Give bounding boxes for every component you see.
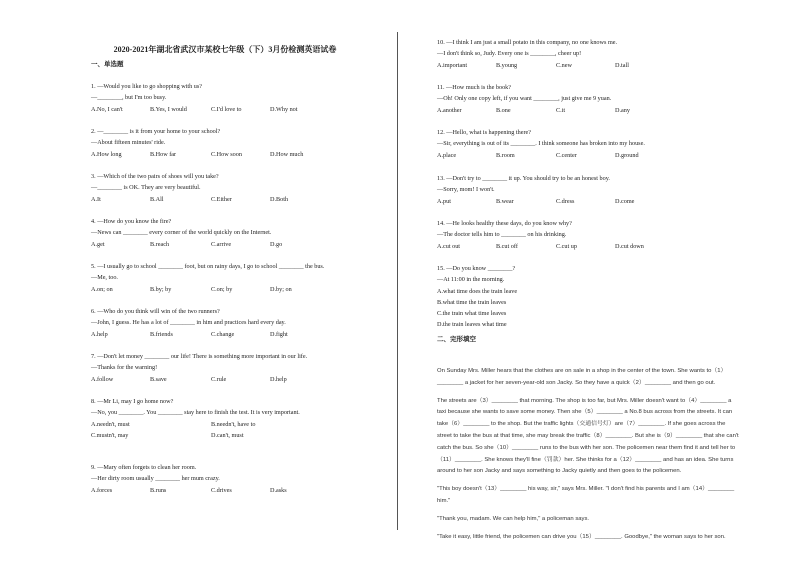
section-heading-cloze: 二、完形填空	[437, 336, 476, 343]
question-10	[437, 37, 629, 71]
question-line: —About fifteen minutes' ride.	[91, 139, 166, 147]
option-a[interactable]: A.get	[91, 240, 105, 248]
option-a[interactable]: A.No, I can't	[91, 105, 123, 113]
option-row	[437, 105, 630, 116]
option-a[interactable]: A.cut out	[437, 242, 461, 250]
question-15	[437, 263, 517, 331]
question-9	[91, 462, 287, 496]
question-line: 7. —Don't let money ________ our life! There is something more important in our life.	[91, 353, 308, 360]
option-d[interactable]: D.tall	[615, 61, 629, 69]
question-line: 1. —Would you like to go shopping with us?	[91, 83, 203, 90]
question-6	[91, 306, 286, 340]
question-line: 11. —How much is the book?	[437, 84, 512, 91]
question-1	[91, 81, 298, 115]
passage-line: "Thank you, madam. We can help him," a policeman says.	[437, 515, 590, 522]
option-b[interactable]: B.room	[496, 151, 515, 159]
option-c[interactable]: C.rule	[211, 375, 227, 383]
option-row	[91, 194, 289, 205]
question-14	[437, 218, 644, 252]
option-b[interactable]: B.All	[150, 195, 164, 203]
cloze-passage	[437, 366, 767, 543]
option-row	[437, 241, 644, 252]
option-d[interactable]: D.come	[615, 197, 635, 205]
question-line: —No, you ________. You ________ stay here to finish the test. It is very important.	[91, 409, 300, 417]
option-c[interactable]: C.dress	[556, 197, 575, 205]
passage-line: take（6）________ to the shop. But the traffic lights（交通信号灯）are（7）________. If she goes across the	[437, 421, 726, 428]
option-a[interactable]: A.another	[437, 106, 462, 114]
option-c[interactable]: C.the train what time leaves	[437, 310, 507, 318]
option-row	[91, 104, 298, 115]
option-row	[437, 150, 645, 161]
option-a[interactable]: A.place	[437, 151, 457, 159]
passage-line: street to take the bus at that time, she may break the traffic（8）________. But she is（9）________ that she can't	[437, 432, 739, 439]
passage-line: around to her son Jacky and says something to Jacky quietly and then goes to the policemen.	[437, 468, 682, 475]
option-row	[437, 60, 629, 71]
question-12	[437, 127, 645, 161]
option-row	[91, 430, 300, 441]
option-c[interactable]: C.cut up	[556, 242, 577, 250]
option-c[interactable]: C.Either	[211, 195, 232, 203]
option-c[interactable]: C.drives	[211, 486, 232, 494]
question-11	[437, 82, 630, 116]
question-line: 10. —I think I am just a small potato in this company, no one knows me.	[437, 39, 618, 46]
page-title: 2020-2021年湖北省武汉市某校七年级（下）3月份检测英语试卷	[113, 45, 337, 54]
question-line: 2. —________ is it from your home to your school?	[91, 128, 221, 135]
question-line: —Me, too.	[91, 274, 118, 282]
question-5	[91, 261, 324, 295]
question-line: 5. —I usually go to school ________ foot, but on rainy days, I go to school ________ the bus.	[91, 263, 325, 270]
option-row	[91, 485, 287, 496]
option-a[interactable]: A.follow	[91, 375, 114, 383]
option-row	[91, 374, 307, 385]
option-c[interactable]: C.How soon	[211, 150, 242, 158]
question-line: —________ is OK. They are very beautiful.	[91, 184, 201, 192]
question-13	[437, 173, 635, 207]
question-line: 6. —Who do you think will win of the two runners?	[91, 308, 220, 315]
option-b[interactable]: B.needn't, have to	[211, 420, 256, 428]
option-row	[91, 419, 300, 430]
option-b[interactable]: B.How far	[150, 150, 177, 158]
question-line: —Thanks for the warning!	[91, 364, 158, 372]
passage-line: "Take it easy, little friend, the policemen can drive you（15）________. Goodbye," the woman says to her son.	[437, 533, 726, 540]
option-row	[91, 239, 283, 250]
question-line: 15. —Do you know ________?	[437, 265, 516, 272]
question-line: —I don't think so, Judy. Every one is ________, cheer up!	[437, 50, 582, 58]
option-c[interactable]: C.change	[211, 330, 235, 338]
option-b[interactable]: B.one	[496, 106, 511, 114]
option-d[interactable]: D.cut down	[615, 242, 644, 250]
option-b[interactable]: B.young	[496, 61, 518, 69]
option-b[interactable]: B.friends	[150, 330, 173, 338]
option-c[interactable]: C.center	[556, 151, 577, 159]
option-row	[91, 284, 324, 295]
option-d[interactable]: D.fight	[270, 330, 288, 338]
option-d[interactable]: D.Both	[270, 195, 289, 203]
question-line: 4. —How do you know the fire?	[91, 218, 172, 225]
passage-line: ________ a jacket for her seven-year-old son Jacky. So they have a quick（2）________ and then go out.	[437, 379, 716, 386]
question-line: 14. —He looks healthy these days, do you know why?	[437, 220, 572, 227]
option-a[interactable]: A.what time does the train leave	[437, 287, 518, 295]
question-line: 3. —Which of the two pairs of shoes will you take?	[91, 173, 219, 180]
option-row	[91, 329, 286, 340]
question-7	[91, 351, 307, 385]
option-d[interactable]: D.help	[270, 375, 287, 383]
option-a[interactable]: A.help	[91, 330, 108, 338]
passage-line: taxi because she wants to save some money. Then she（5）________ a No.8 bus across from the streets. It can	[437, 409, 733, 416]
passage-line: The streets are（3）________ that morning. The shop is too far, but Mrs. Miller doesn't want to（4）________ a	[437, 397, 732, 404]
passage-line: him."	[437, 497, 451, 504]
question-line: —John, I guess. He has a lot of ________ in him and practices hard every day.	[91, 319, 286, 327]
option-c[interactable]: C.mustn't, may	[91, 431, 129, 439]
option-a[interactable]: A.How long	[91, 150, 122, 158]
question-line: —Her dirty room usually ________ her mum crazy.	[91, 475, 220, 483]
passage-line: On Sunday Mrs. Miller hears that the clothes are on sale in a shop in the center of the town. She wants to（1）	[437, 368, 727, 374]
question-line: —________, but I'm too busy.	[91, 94, 167, 102]
option-c[interactable]: C.new	[556, 61, 572, 69]
question-line: —Sorry, mom! I won't.	[437, 186, 495, 194]
question-line: 8. —Mr Li, may I go home now?	[91, 398, 174, 405]
passage-line: catch the bus. So she（10）________ runs to the bus with her son. The policemen near them find it and tell her to	[437, 444, 736, 451]
option-a[interactable]: A.It	[91, 195, 101, 203]
option-b[interactable]: B.by; by	[150, 285, 172, 293]
option-a[interactable]: A.put	[437, 197, 451, 205]
question-line: —Sir, everything is out of its ________. I think someone has broken into my house.	[437, 140, 645, 148]
question-line: 13. —Don't try to ________ it up. You should try to be an honest boy.	[437, 175, 610, 182]
question-line: —The doctor tells him to ________ on his drinking.	[437, 231, 567, 239]
option-d[interactable]: D.go	[270, 240, 283, 248]
option-b[interactable]: B.cut off	[496, 242, 518, 250]
column-divider	[397, 32, 398, 530]
question-2	[91, 126, 304, 160]
section-heading-single-choice: 一、单选题	[91, 61, 124, 68]
question-line: —News can ________ every corner of the world quickly on the Internet.	[91, 229, 272, 237]
passage-line: （11）________. She knows they'll fine（罚款）her. She thinks for a（12）________ and has an idea. She turns	[437, 456, 734, 463]
question-line: —Oh! Only one copy left, if you want ________, just give me 9 yuan.	[437, 95, 612, 103]
option-a[interactable]: A.on; on	[91, 285, 113, 293]
option-c[interactable]: C.arrive	[211, 240, 232, 248]
option-b[interactable]: B.save	[150, 375, 167, 383]
option-b[interactable]: B.runs	[150, 486, 167, 494]
question-3	[91, 171, 289, 205]
option-d[interactable]: D.How much	[270, 150, 304, 158]
question-line: —At 11:00 in the morning.	[437, 276, 505, 284]
question-line: 12. —Hello, what is happening there?	[437, 129, 531, 136]
option-a[interactable]: A.forces	[91, 486, 113, 494]
option-b[interactable]: B.Yes, I would	[150, 105, 187, 113]
option-d[interactable]: D.can't, must	[211, 431, 244, 439]
option-d[interactable]: D.Why not	[270, 105, 298, 113]
option-d[interactable]: D.the train leaves what time	[437, 321, 507, 329]
passage-line: "This boy doesn't（13）________ his way, sir," says Mrs. Miller. "I don't find his parents and I am（14）________	[437, 486, 735, 493]
option-row	[437, 196, 635, 207]
option-d[interactable]: D.asks	[270, 486, 287, 494]
option-c[interactable]: C.on; by	[211, 285, 233, 293]
question-4	[91, 216, 283, 250]
option-b[interactable]: B.what time the train leaves	[437, 298, 507, 306]
question-line: 9. —Mary often forgets to clean her room.	[91, 464, 197, 471]
option-b[interactable]: B.reach	[150, 240, 170, 248]
option-c[interactable]: C.it	[556, 106, 566, 114]
option-c[interactable]: C.I'd love to	[211, 105, 242, 113]
option-b[interactable]: B.wear	[496, 197, 514, 205]
option-a[interactable]: A.important	[437, 61, 468, 69]
option-d[interactable]: D.by; on	[270, 285, 292, 293]
option-d[interactable]: D.ground	[615, 151, 639, 159]
option-a[interactable]: A.needn't, must	[91, 420, 130, 428]
option-row	[91, 149, 304, 160]
question-8	[91, 396, 300, 441]
option-d[interactable]: D.any	[615, 106, 630, 114]
